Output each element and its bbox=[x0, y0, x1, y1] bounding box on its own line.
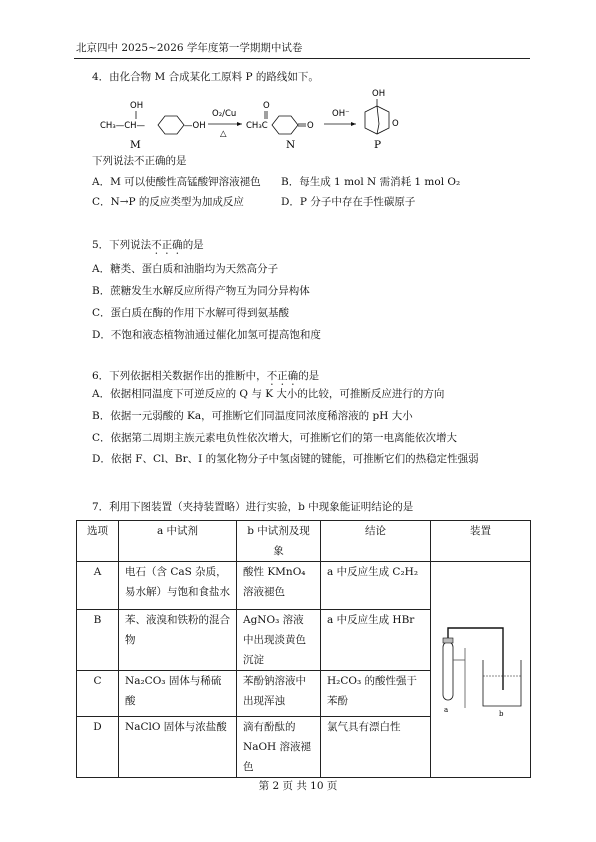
q6-option-a: A．依据相同温度下可逆反应的 Q 与 K 大小的比较，可推断反应进行的方向 bbox=[92, 388, 445, 400]
q4-option-b: B．每生成 1 mol N 需消耗 1 mol O₂ bbox=[281, 176, 461, 188]
page-footer: 第 2 页 共 10 页 bbox=[258, 780, 338, 792]
label-n: N bbox=[286, 139, 296, 151]
row-conclusion: H₂CO₃ 的酸性强于苯酚 bbox=[321, 671, 431, 717]
delivery-tube bbox=[448, 628, 503, 690]
q7-header-a: a 中试剂 bbox=[119, 521, 237, 562]
p-o: O bbox=[392, 119, 399, 129]
n-o-top: O bbox=[263, 101, 270, 111]
row-reagent-b: 苯酚钠溶液中出现浑浊 bbox=[237, 671, 321, 717]
row-reagent-a: 苯、液溴和铁粉的混合物 bbox=[119, 610, 237, 671]
row-reagent-a: Na₂CO₃ 固体与稀硫酸 bbox=[119, 671, 237, 717]
m-oh-top: OH bbox=[130, 101, 144, 111]
label-m: M bbox=[130, 139, 141, 151]
table-row bbox=[77, 562, 531, 610]
q7-header-option: 选项 bbox=[77, 521, 119, 562]
row-conclusion: 氯气具有漂白性 bbox=[321, 717, 431, 778]
q7-table bbox=[76, 520, 531, 778]
q7-stem: 7．利用下图装置（夹持装置略）进行实验，b 中现象能证明结论的是 bbox=[92, 501, 414, 513]
q5-stem-emphasis: 不正确 bbox=[151, 239, 183, 251]
test-tube-a bbox=[443, 642, 453, 700]
q5-stem-a: 5．下列说法 bbox=[92, 239, 152, 251]
q5-option-d: D．不饱和液态植物油通过催化加氢可提高饱和度 bbox=[92, 329, 321, 341]
arrow2-reagent: OH⁻ bbox=[332, 109, 350, 119]
m-left-text: CH₃—CH— bbox=[100, 121, 146, 131]
beaker-b bbox=[483, 660, 521, 706]
q4-option-a: A．M 可以使酸性高锰酸钾溶液褪色 bbox=[92, 176, 261, 188]
header-rule bbox=[74, 58, 530, 59]
p-ring bbox=[365, 106, 389, 134]
q7-header-conclusion: 结论 bbox=[321, 521, 431, 562]
n-left-text: CH₃C bbox=[246, 121, 268, 131]
q4-question: 下列说法不正确的是 bbox=[92, 155, 187, 167]
row-reagent-b: 滴有酚酞的 NaOH 溶液褪色 bbox=[237, 717, 321, 778]
q5-option-a: A．糖类、蛋白质和油脂均为天然高分子 bbox=[92, 263, 279, 275]
q6-option-d: D．依据 F、Cl、Br、I 的氢化物分子中氢卤键的键能，可推断它们的热稳定性强弱 bbox=[92, 453, 479, 465]
p-oh: OH bbox=[372, 89, 386, 99]
q5-stem bbox=[92, 238, 204, 257]
q5-option-c: C．蛋白质在酶的作用下水解可得到氨基酸 bbox=[92, 307, 290, 319]
q4-reaction-scheme bbox=[96, 86, 426, 152]
row-option: D bbox=[77, 717, 119, 778]
exam-header: 北京四中 2025~2026 学年度第一学期期中试卷 bbox=[76, 42, 303, 54]
q5-option-b: B．蔗糖发生水解反应所得产物互为同分异构体 bbox=[92, 285, 310, 297]
apparatus-diagram bbox=[431, 620, 531, 720]
n-o-right: O bbox=[307, 121, 314, 131]
row-reagent-a: NaClO 固体与浓盐酸 bbox=[119, 717, 237, 778]
n-ring bbox=[272, 116, 298, 134]
row-option: B bbox=[77, 610, 119, 671]
row-reagent-a: 电石（含 CaS 杂质，易水解）与饱和食盐水 bbox=[119, 562, 237, 610]
q6-stem bbox=[92, 369, 319, 388]
q4-stem: 4．由化合物 M 合成某化工原料 P 的路线如下。 bbox=[92, 71, 319, 83]
q4-option-d: D．P 分子中存在手性碳原子 bbox=[281, 196, 416, 208]
row-option: C bbox=[77, 671, 119, 717]
q6-option-b: B．依据一元弱酸的 Ka，可推断它们同温度同浓度稀溶液的 pH 大小 bbox=[92, 410, 413, 422]
arrow1-reagent: O₂/Cu bbox=[212, 109, 237, 119]
row-reagent-b: 酸性 KMnO₄ 溶液褪色 bbox=[237, 562, 321, 610]
row-reagent-b: AgNO₃ 溶液中出现淡黄色沉淀 bbox=[237, 610, 321, 671]
apparatus-label-a: a bbox=[444, 705, 449, 714]
row-conclusion: a 中反应生成 C₂H₂ bbox=[321, 562, 431, 610]
m-ring bbox=[158, 116, 184, 134]
q7-header-apparatus: 装置 bbox=[431, 521, 531, 562]
q4-option-c: C．N→P 的反应类型为加成反应 bbox=[92, 196, 244, 208]
q6-stem-a: 6．下列依据相关数据作出的推断中， bbox=[92, 370, 267, 382]
q7-header-b: b 中试剂及现象 bbox=[237, 521, 321, 562]
m-oh-right: —OH bbox=[184, 121, 206, 131]
q7-header-row bbox=[77, 521, 531, 562]
q6-stem-emphasis: 不正确 bbox=[266, 370, 299, 382]
apparatus-label-b: b bbox=[499, 709, 504, 718]
q5-stem-b: 的是 bbox=[182, 239, 204, 251]
q6-option-c: C．依据第二周期主族元素电负性依次增大，可推断它们的第一电离能依次增大 bbox=[92, 432, 458, 444]
row-option: A bbox=[77, 562, 119, 610]
row-conclusion: a 中反应生成 HBr bbox=[321, 610, 431, 671]
apparatus-cell bbox=[431, 562, 531, 778]
arrow1-condition: △ bbox=[220, 129, 227, 139]
label-p: P bbox=[374, 139, 382, 151]
q6-stem-b: 的是 bbox=[298, 370, 320, 382]
